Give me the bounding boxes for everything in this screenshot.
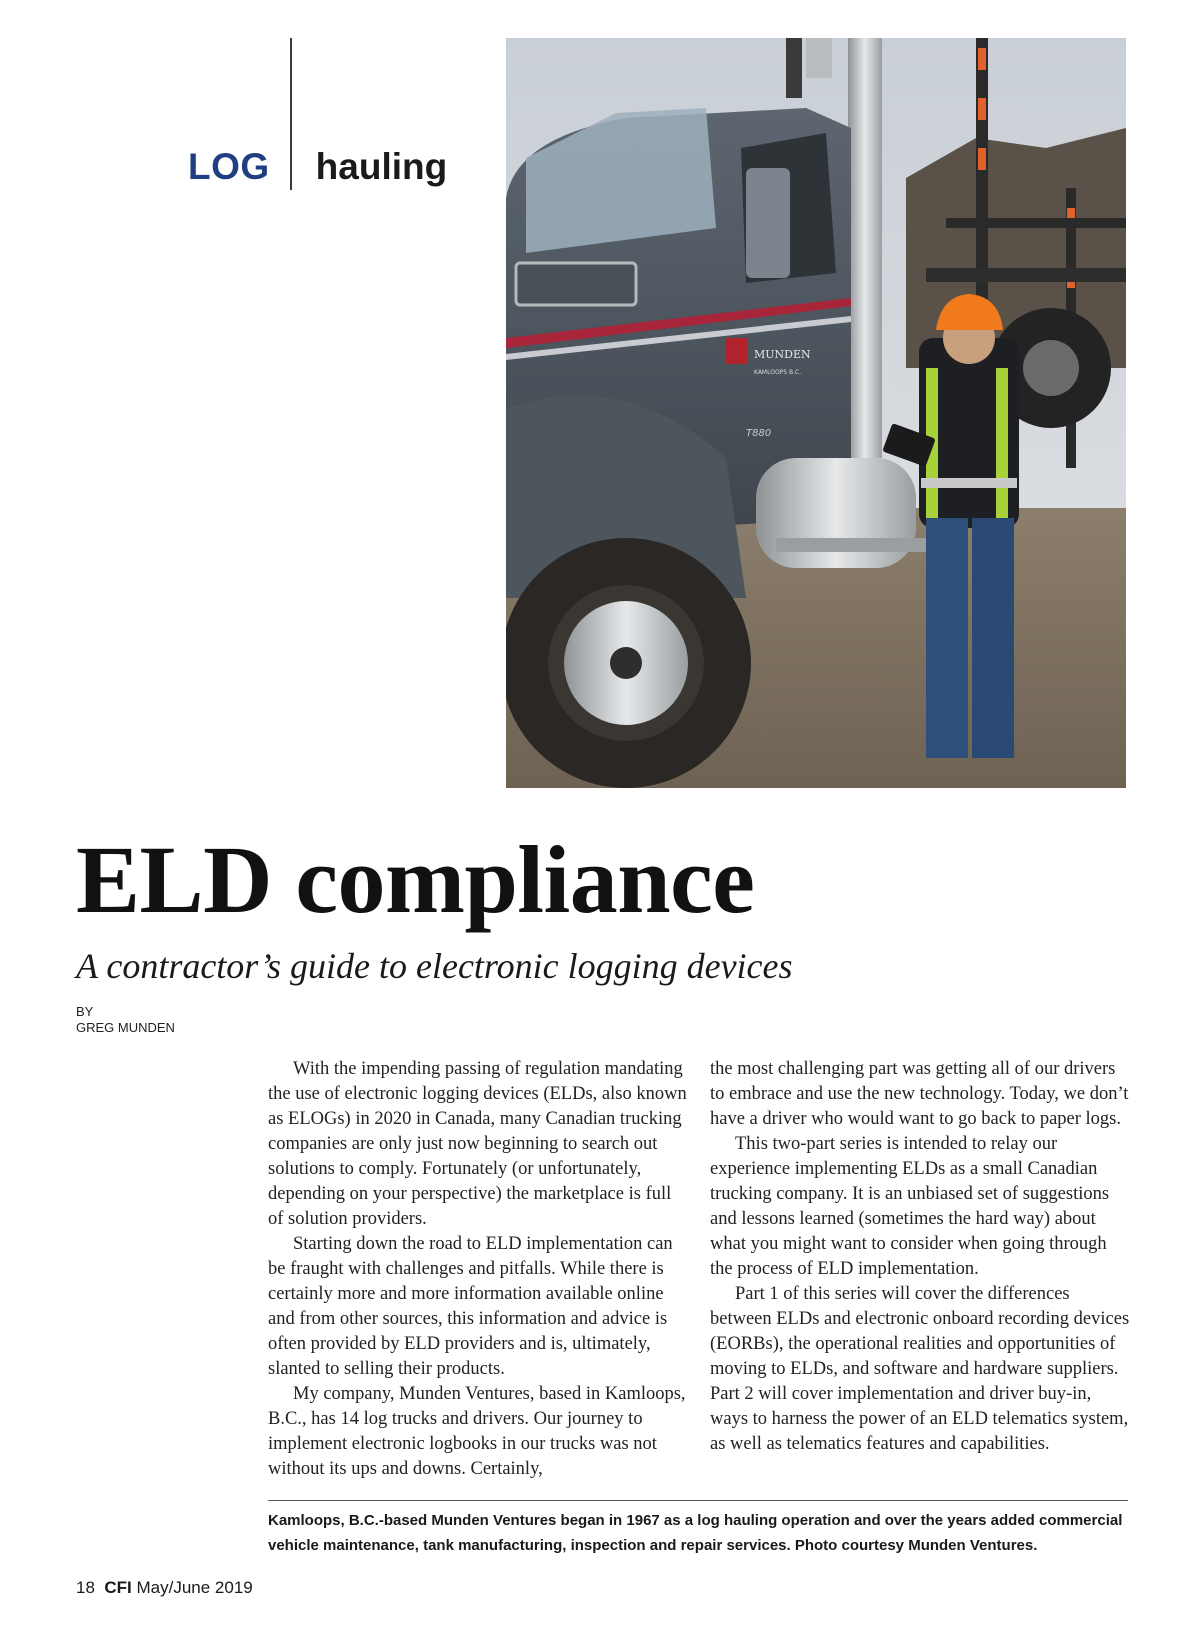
- section-label-hauling: hauling: [315, 146, 448, 187]
- truck-photo-illustration: [506, 38, 1126, 788]
- page-number: 18: [76, 1578, 95, 1597]
- body-paragraph: My company, Munden Ventures, based in Kamloops, B.C., has 14 log trucks and drivers. Our journey to implement electronic logbooks in our trucks was not without its ups and downs. Certainly,: [268, 1384, 686, 1479]
- section-tag: [188, 148, 447, 185]
- section-divider: [290, 38, 292, 190]
- door-logo-sub: KAMLOOPS B.C.: [754, 369, 802, 376]
- body-column-left: [268, 1057, 688, 1482]
- caption-divider: [268, 1500, 1128, 1501]
- body-paragraph: Part 1 of this series will cover the differences between ELDs and electronic onboard recording devices (EORBs), the operational realities and opportunities of moving to ELDs, and software and hardware suppliers. Part 2 will cover implementation and driver buy-in, ways to harness the power of an ELD telematics system, as well as telematics features and capabilities.: [710, 1284, 1130, 1454]
- body-paragraph: Starting down the road to ELD implementation can be fraught with challenges and pitfalls. While there is certainly more and more information available online and from other sources, this information and advice is often provided by ELD providers and is, ultimately, slanted to selling their products.: [268, 1234, 673, 1379]
- magazine-name: CFI: [104, 1578, 132, 1597]
- byline: [76, 1004, 175, 1036]
- body-column-right: [710, 1057, 1130, 1457]
- truck-photo: [506, 38, 1126, 788]
- article-deck: A contractor’s guide to electronic logging devices: [76, 946, 793, 986]
- body-paragraph: With the impending passing of regulation mandating the use of electronic logging devices (ELDs, also known as ELOGs) in 2020 in Canada, many Canadian trucking companies are only just now beginning to search out solutions to comply. Fortunately (or unfortunately, depending on your perspective) the marketplace is full of solution providers.: [268, 1059, 687, 1229]
- byline-author: GREG MUNDEN: [76, 1020, 175, 1035]
- issue-date: May/June 2019: [136, 1578, 253, 1597]
- body-paragraph: This two-part series is intended to relay our experience implementing ELDs as a small Canadian trucking company. It is an unbiased set of suggestions and lessons learned (sometimes the hard way) about what you might want to consider when going through the process of ELD implementation.: [710, 1134, 1110, 1279]
- photo-caption: Kamloops, B.C.-based Munden Ventures began in 1967 as a log hauling operation and over the years added commercial vehicle maintenance, tank manufacturing, inspection and repair services. Photo courtesy Munden Ventures.: [268, 1512, 1123, 1554]
- page-footer: [76, 1578, 253, 1598]
- byline-prefix: BY: [76, 1004, 94, 1019]
- section-label-log: LOG: [188, 146, 270, 187]
- body-paragraph: the most challenging part was getting all of our drivers to embrace and use the new technology. Today, we don’t have a driver who would want to go back to paper logs.: [710, 1059, 1129, 1129]
- door-logo-text: MUNDEN: [754, 348, 811, 361]
- article-headline: ELD compliance: [76, 826, 755, 933]
- model-badge: T880: [746, 428, 772, 439]
